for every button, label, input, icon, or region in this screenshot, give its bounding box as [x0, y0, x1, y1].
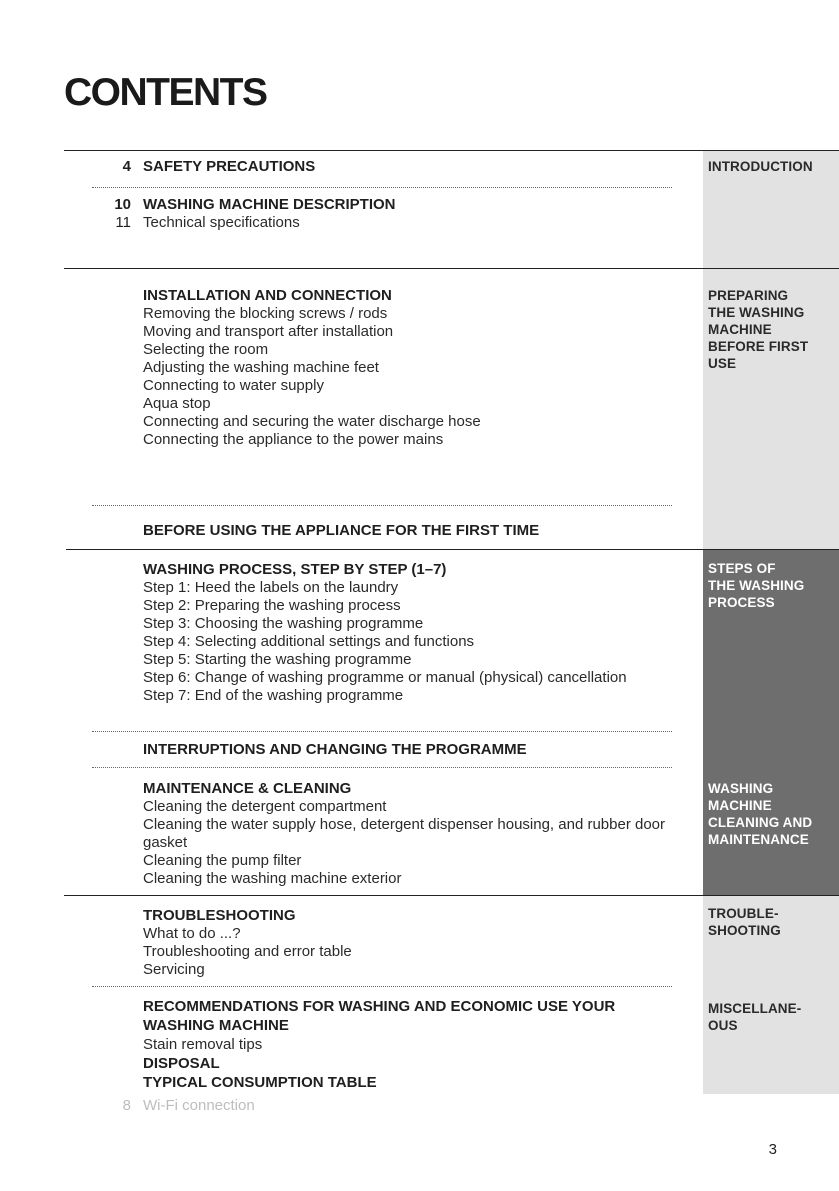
- item-stain-removal[interactable]: Stain removal tips: [143, 1036, 263, 1053]
- list-installation: [143, 305, 688, 449]
- dotted-separator: [92, 767, 672, 768]
- list-item[interactable]: Connecting to water supply: [143, 377, 324, 394]
- dotted-separator: [92, 986, 672, 987]
- sidebar-troubleshooting: [703, 895, 839, 988]
- list-item[interactable]: Step 4: Selecting additional settings and functions: [143, 633, 475, 650]
- list-item[interactable]: Step 6: Change of washing programme or manual (physical) cancellation: [143, 669, 627, 686]
- dotted-separator: [92, 505, 672, 506]
- heading-recommendations-cont[interactable]: WASHING MACHINE: [143, 1017, 289, 1034]
- page-number: 3: [768, 1141, 777, 1158]
- item-wifi: Wi-Fi connection: [143, 1097, 255, 1114]
- heading-disposal[interactable]: DISPOSAL: [143, 1055, 220, 1072]
- page-ref-tech-specs: 11: [115, 214, 131, 231]
- list-item[interactable]: Cleaning the washing machine exterior: [143, 870, 402, 887]
- divider-top: [64, 150, 839, 151]
- sidebar-troubleshooting-label: TROUBLE- SHOOTING: [708, 906, 781, 938]
- heading-before-first-use[interactable]: BEFORE USING THE APPLIANCE FOR THE FIRST TIME: [143, 522, 540, 539]
- heading-interruptions[interactable]: INTERRUPTIONS AND CHANGING THE PROGRAMME: [143, 741, 527, 758]
- heading-recommendations[interactable]: RECOMMENDATIONS FOR WASHING AND ECONOMIC USE YOUR: [143, 998, 616, 1015]
- list-item[interactable]: Step 5: Starting the washing programme: [143, 651, 412, 668]
- list-item[interactable]: Cleaning the detergent compartment: [143, 798, 387, 815]
- list-item[interactable]: Adjusting the washing machine feet: [143, 359, 379, 376]
- list-item[interactable]: Step 1: Heed the labels on the laundry: [143, 579, 399, 596]
- sidebar-preparing-label: PREPARING THE WASHING MACHINE BEFORE FIRST USE: [708, 288, 809, 371]
- dotted-separator: [92, 187, 672, 188]
- list-washing-process: [143, 579, 688, 705]
- divider-preparing: [64, 268, 839, 269]
- list-item[interactable]: Aqua stop: [143, 395, 211, 412]
- sidebar-steps: [703, 549, 839, 761]
- list-item[interactable]: Removing the blocking screws / rods: [143, 305, 388, 322]
- sidebar-introduction-label: INTRODUCTION: [708, 159, 813, 174]
- page-ref-wifi: 8: [122, 1097, 131, 1114]
- page-ref-safety: 4: [122, 158, 131, 175]
- heading-consumption[interactable]: TYPICAL CONSUMPTION TABLE: [143, 1074, 377, 1091]
- heading-troubleshooting[interactable]: TROUBLESHOOTING: [143, 907, 296, 924]
- list-item[interactable]: Servicing: [143, 961, 205, 978]
- heading-maintenance[interactable]: MAINTENANCE & CLEANING: [143, 780, 352, 797]
- divider-steps: [66, 549, 839, 550]
- list-item[interactable]: Step 2: Preparing the washing process: [143, 597, 401, 614]
- sidebar-cleaning: [703, 761, 839, 895]
- list-item[interactable]: Step 3: Choosing the washing programme: [143, 615, 424, 632]
- wifi-entry[interactable]: [107, 1097, 255, 1114]
- list-item[interactable]: Selecting the room: [143, 341, 269, 358]
- list-item[interactable]: Connecting and securing the water discharge hose: [143, 413, 481, 430]
- list-item[interactable]: Troubleshooting and error table: [143, 943, 352, 960]
- page-title: CONTENTS: [64, 71, 267, 114]
- sidebar-cleaning-label: WASHING MACHINE CLEANING AND MAINTENANCE: [708, 781, 813, 847]
- heading-description[interactable]: WASHING MACHINE DESCRIPTION: [143, 196, 396, 213]
- divider-troubleshooting: [64, 895, 839, 896]
- sidebar-misc-label: MISCELLANE- OUS: [708, 1001, 802, 1033]
- list-item[interactable]: Cleaning the water supply hose, detergent dispenser housing, and rubber door gasket: [143, 816, 666, 851]
- dotted-separator: [92, 731, 672, 732]
- sidebar-steps-label: STEPS OF THE WASHING PROCESS: [708, 561, 805, 610]
- list-troubleshooting: [143, 925, 688, 979]
- list-item[interactable]: Connecting the appliance to the power mains: [143, 431, 444, 448]
- page-ref-description: 10: [114, 196, 131, 213]
- list-item[interactable]: What to do ...?: [143, 925, 241, 942]
- heading-safety[interactable]: SAFETY PRECAUTIONS: [143, 158, 316, 175]
- heading-installation[interactable]: INSTALLATION AND CONNECTION: [143, 287, 392, 304]
- sidebar-preparing: [703, 268, 839, 549]
- list-item[interactable]: Moving and transport after installation: [143, 323, 394, 340]
- list-item[interactable]: Cleaning the pump filter: [143, 852, 302, 869]
- heading-washing-process[interactable]: WASHING PROCESS, STEP BY STEP (1–7): [143, 561, 447, 578]
- sidebar-misc: [703, 988, 839, 1094]
- list-item[interactable]: Step 7: End of the washing programme: [143, 687, 404, 704]
- sidebar-introduction: [703, 150, 839, 268]
- list-maintenance: [143, 798, 673, 888]
- item-tech-specs[interactable]: Technical specifications: [143, 214, 300, 231]
